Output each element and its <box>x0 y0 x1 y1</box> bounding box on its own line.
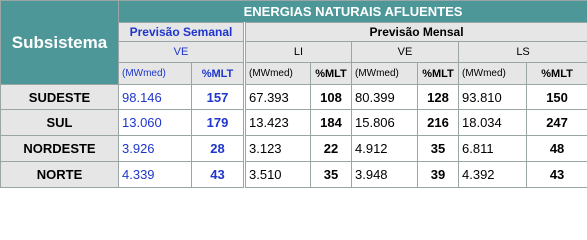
li-mlt-value: 22 <box>311 136 352 162</box>
weekly-mlt-value: 179 <box>192 110 245 136</box>
ve-value: 4.912 <box>352 136 418 162</box>
table-row <box>1 110 587 136</box>
li-value: 13.423 <box>245 110 311 136</box>
table-row <box>1 85 587 110</box>
li-mlt-value: 184 <box>311 110 352 136</box>
ve-mlt-value: 35 <box>418 136 459 162</box>
table-title: ENERGIAS NATURAIS AFLUENTES <box>119 1 587 23</box>
subsystem-header: Subsistema <box>1 1 119 85</box>
weekly-ve-value: 98.146 <box>119 85 192 110</box>
ve-unit-header: (MWmed) <box>352 63 418 85</box>
ve-value: 3.948 <box>352 162 418 188</box>
li-unit-header: (MWmed) <box>245 63 311 85</box>
ve-value: 15.806 <box>352 110 418 136</box>
li-value: 67.393 <box>245 85 311 110</box>
weekly-ve-value: 3.926 <box>119 136 192 162</box>
row-subsystem-name: SUDESTE <box>1 85 119 110</box>
monthly-li-header: LI <box>245 42 352 63</box>
ls-value: 18.034 <box>459 110 527 136</box>
weekly-ve-value: 4.339 <box>119 162 192 188</box>
weekly-mlt-header: %MLT <box>192 63 245 85</box>
weekly-ve-value: 13.060 <box>119 110 192 136</box>
ls-value: 4.392 <box>459 162 527 188</box>
ve-value: 80.399 <box>352 85 418 110</box>
monthly-ve-header: VE <box>352 42 459 63</box>
ls-mlt-value: 48 <box>527 136 587 162</box>
ls-mlt-value: 150 <box>527 85 587 110</box>
monthly-forecast-header: Previsão Mensal <box>245 23 587 42</box>
weekly-mlt-value: 157 <box>192 85 245 110</box>
ls-mlt-value: 247 <box>527 110 587 136</box>
weekly-mlt-value: 43 <box>192 162 245 188</box>
weekly-ve-header: VE <box>119 42 245 63</box>
ls-unit-header: (MWmed) <box>459 63 527 85</box>
li-mlt-value: 108 <box>311 85 352 110</box>
ls-value: 93.810 <box>459 85 527 110</box>
li-mlt-header: %MLT <box>311 63 352 85</box>
ve-mlt-header: %MLT <box>418 63 459 85</box>
weekly-forecast-header: Previsão Semanal <box>119 23 245 42</box>
li-value: 3.123 <box>245 136 311 162</box>
ve-mlt-value: 216 <box>418 110 459 136</box>
ve-mlt-value: 128 <box>418 85 459 110</box>
table-row <box>1 136 587 162</box>
row-subsystem-name: SUL <box>1 110 119 136</box>
li-value: 3.510 <box>245 162 311 188</box>
weekly-unit-header: (MWmed) <box>119 63 192 85</box>
table-row <box>1 162 587 188</box>
ls-value: 6.811 <box>459 136 527 162</box>
monthly-ls-header: LS <box>459 42 587 63</box>
row-subsystem-name: NORDESTE <box>1 136 119 162</box>
row-subsystem-name: NORTE <box>1 162 119 188</box>
ve-mlt-value: 39 <box>418 162 459 188</box>
ls-mlt-value: 43 <box>527 162 587 188</box>
ls-mlt-header: %MLT <box>527 63 587 85</box>
weekly-mlt-value: 28 <box>192 136 245 162</box>
li-mlt-value: 35 <box>311 162 352 188</box>
